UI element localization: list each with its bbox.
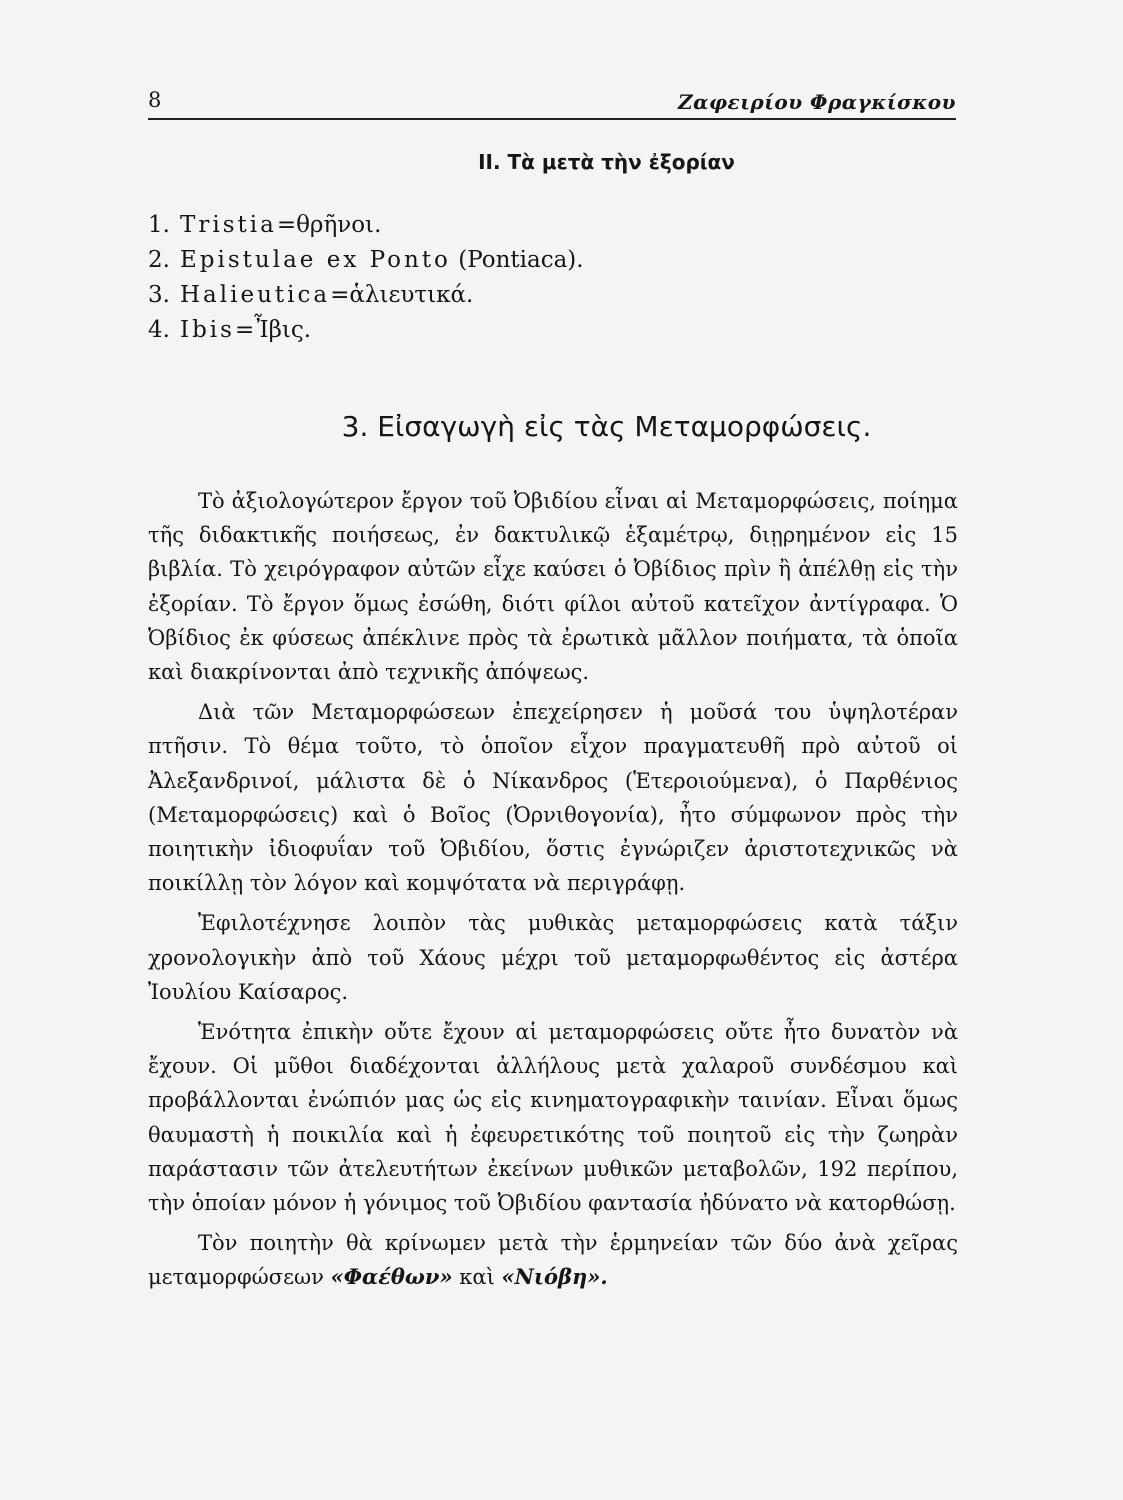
- page-number: 8: [148, 88, 162, 112]
- paragraph: Διὰ τῶν Μεταμορφώσεων ἐπεχείρησεν ἡ μοῦσά του ὑψηλοτέραν πτῆσιν. Τὸ θέμα τοῦτο, τὸ ὁποῖον εἶχον πραγματευθῆ πρὸ αὐτοῦ οἱ Ἀλεξανδρινοί, μάλιστα δὲ ὁ Νίκανδρος (Ἑτεροιούμενα), ὁ Παρθένιος (Μεταμορφώσεις) καὶ ὁ Βοῖος (Ὀρνιθογονία), ἦτο σύμφωνον πρὸς τὴν ποιητικὴν ἰδιοφυΐαν τοῦ Ὀβιδίου, ὅστις ἐγνώριζεν ἀριστοτεχνικῶς νὰ ποικίλλῃ τὸν λόγον καὶ κομψότατα νὰ περιγράφῃ.: [148, 700, 958, 896]
- title-phaethon: «Φαέθων»: [330, 1264, 453, 1290]
- title-niobe: «Νιόβη».: [501, 1264, 608, 1290]
- paragraph: Ἐφιλοτέχνησε λοιπὸν τὰς μυθικὰς μεταμορφώσεις κατὰ τάξιν χρονολογικὴν ἀπὸ τοῦ Χάους μέχρι τοῦ μεταμορφωθέντος εἰς ἀστέρα Ἰουλίου Καίσαρος.: [148, 911, 958, 1004]
- chapter-title: 3. Εἰσαγωγὴ εἰς τὰς Μεταμορφώσεις.: [341, 410, 872, 443]
- list-item: 4. Ibis=Ἶβις.: [148, 317, 312, 343]
- list-item: 2. Epistulae ex Ponto (Pontiaca).: [148, 247, 584, 273]
- running-head: Ζαφειρίου Φραγκίσκου: [677, 90, 956, 114]
- page-header: [148, 88, 956, 120]
- list-item: 1. Tristia=θρῆνοι.: [148, 212, 382, 238]
- body-text: [148, 484, 958, 1301]
- paragraph-last: Τὸν ποιητὴν θὰ κρίνωμεν μετὰ τὴν ἑρμηνείαν τῶν δύο ἀνὰ χεῖρας μεταμορφώσεων «Φαέθων» καὶ «Νιόβη».: [148, 1231, 958, 1290]
- section-heading: II. Τὰ μετὰ τὴν ἐξορίαν: [478, 150, 735, 174]
- paragraph: Τὸ ἀξιολογώτερον ἔργον τοῦ Ὀβιδίου εἶναι αἱ Μεταμορφώσεις, ποίημα τῆς διδακτικῆς ποιήσεως, ἐν δακτυλικῷ ἑξαμέτρῳ, διῃρημένον εἰς 15 βιβλία. Τὸ χειρόγραφον αὐτῶν εἶχε καύσει ὁ Ὀβίδιος πρὶν ἢ ἀπέλθῃ εἰς τὴν ἐξορίαν. Τὸ ἔργον ὅμως ἐσώθη, διότι φίλοι αὐτοῦ κατεῖχον ἀντίγραφα. Ὁ Ὀβίδιος ἐκ φύσεως ἀπέκλινε πρὸς τὰ ἐρωτικὰ μᾶλλον ποιήματα, τὰ ὁποῖα καὶ διακρίνονται ἀπὸ τεχνικῆς ἀπόψεως.: [148, 489, 958, 685]
- works-list: [148, 208, 584, 348]
- paragraph: Ἑνότητα ἐπικὴν οὔτε ἔχουν αἱ μεταμορφώσεις οὔτε ἦτο δυνατὸν νὰ ἔχουν. Οἱ μῦθοι διαδέχονται ἀλλήλους μετὰ χαλαροῦ συνδέσμου καὶ προβάλλονται ἐνώπιόν μας ὡς εἰς κινηματογραφικὴν ταινίαν. Εἶναι ὅμως θαυμαστὴ ἡ ποικιλία καὶ ἡ ἐφευρετικότης τοῦ ποιητοῦ εἰς τὴν ζωηρὰν παράστασιν τῶν ἀτελευτήτων ἐκείνων μυθικῶν μεταβολῶν, 192 περίπου, τὴν ὁποίαν μόνον ἡ γόνιμος τοῦ Ὀβιδίου φαντασία ἠδύνατο νὰ κατορθώσῃ.: [148, 1020, 958, 1216]
- list-item: 3. Halieutica=ἁλιευτικά.: [148, 282, 474, 308]
